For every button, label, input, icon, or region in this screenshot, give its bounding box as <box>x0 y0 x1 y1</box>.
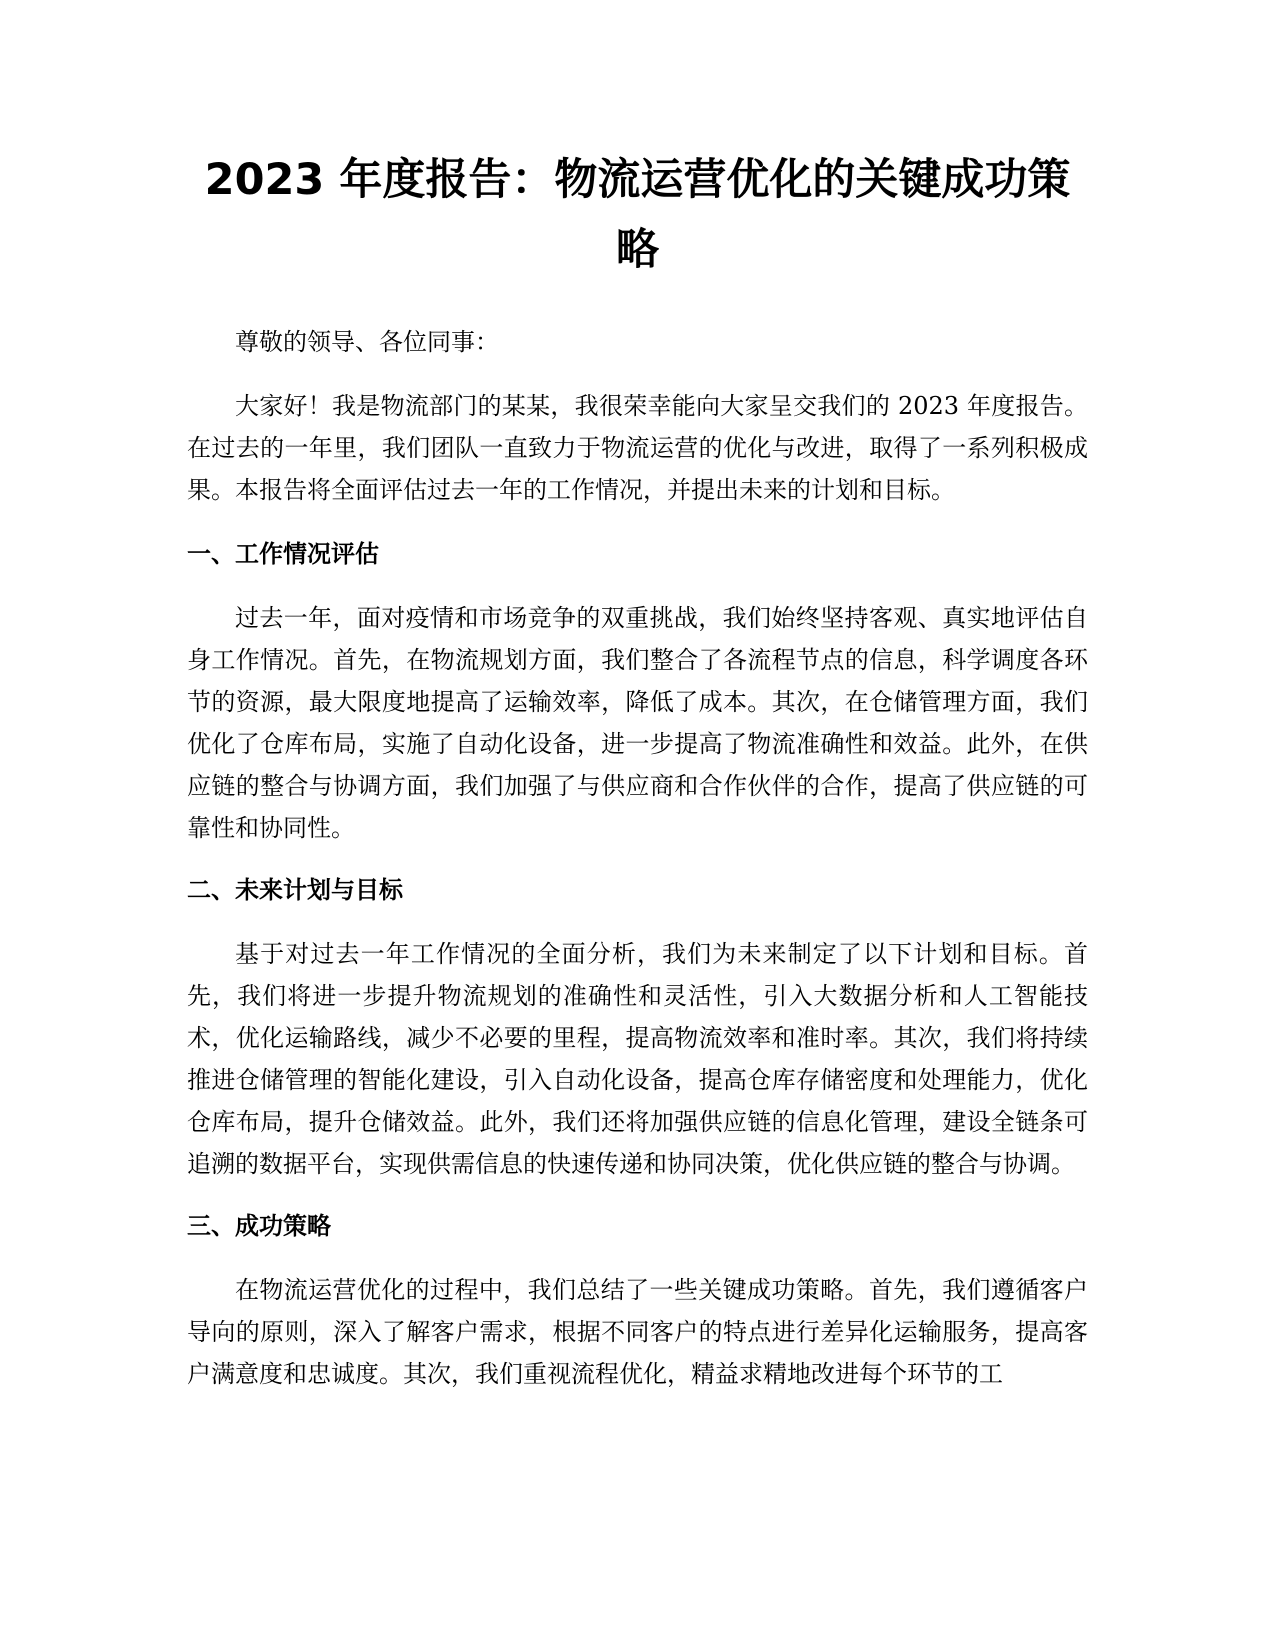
document-title: 2023 年度报告：物流运营优化的关键成功策略 <box>204 155 1071 275</box>
section-heading-strategies: 三、成功策略 <box>187 1212 331 1240</box>
section-body-evaluation: 过去一年，面对疫情和市场竞争的双重挑战，我们始终坚持客观、真实地评估自身工作情况。首先，在物流规划方面，我们整合了各流程节点的信息，科学调度各环节的资源，最大限度地提高了运输效率，降低了成本。其次，在仓储管理方面，我们优化了仓库布局，实施了自动化设备，进一步提高了物流准确性和效益。此外，在供应链的整合与协调方面，我们加强了与供应商和合作伙伴的合作，提高了供应链的可靠性和协同性。 <box>187 604 1088 842</box>
salutation: 尊敬的领导、各位同事： <box>235 328 499 356</box>
section-heading-plans: 二、未来计划与目标 <box>187 876 403 904</box>
section-heading-evaluation: 一、工作情况评估 <box>187 540 379 568</box>
intro-paragraph: 大家好！我是物流部门的某某，我很荣幸能向大家呈交我们的 2023 年度报告。在过去的一年里，我们团队一直致力于物流运营的优化与改进，取得了一系列积极成果。本报告将全面评估过去一年的工作情况，并提出未来的计划和目标。 <box>187 392 1088 504</box>
document-body <box>187 145 1088 1395</box>
section-body-plans: 基于对过去一年工作情况的全面分析，我们为未来制定了以下计划和目标。首先，我们将进一步提升物流规划的准确性和灵活性，引入大数据分析和人工智能技术，优化运输路线，减少不必要的里程，提高物流效率和准时率。其次，我们将持续推进仓储管理的智能化建设，引入自动化设备，提高仓库存储密度和处理能力，优化仓库布局，提升仓储效益。此外，我们还将加强供应链的信息化管理，建设全链条可追溯的数据平台，实现供需信息的快速传递和协同决策，优化供应链的整合与协调。 <box>187 940 1088 1178</box>
section-body-strategies: 在物流运营优化的过程中，我们总结了一些关键成功策略。首先，我们遵循客户导向的原则，深入了解客户需求，根据不同客户的特点进行差异化运输服务，提高客户满意度和忠诚度。其次，我们重视流程优化，精益求精地改进每个环节的工 <box>187 1276 1088 1388</box>
